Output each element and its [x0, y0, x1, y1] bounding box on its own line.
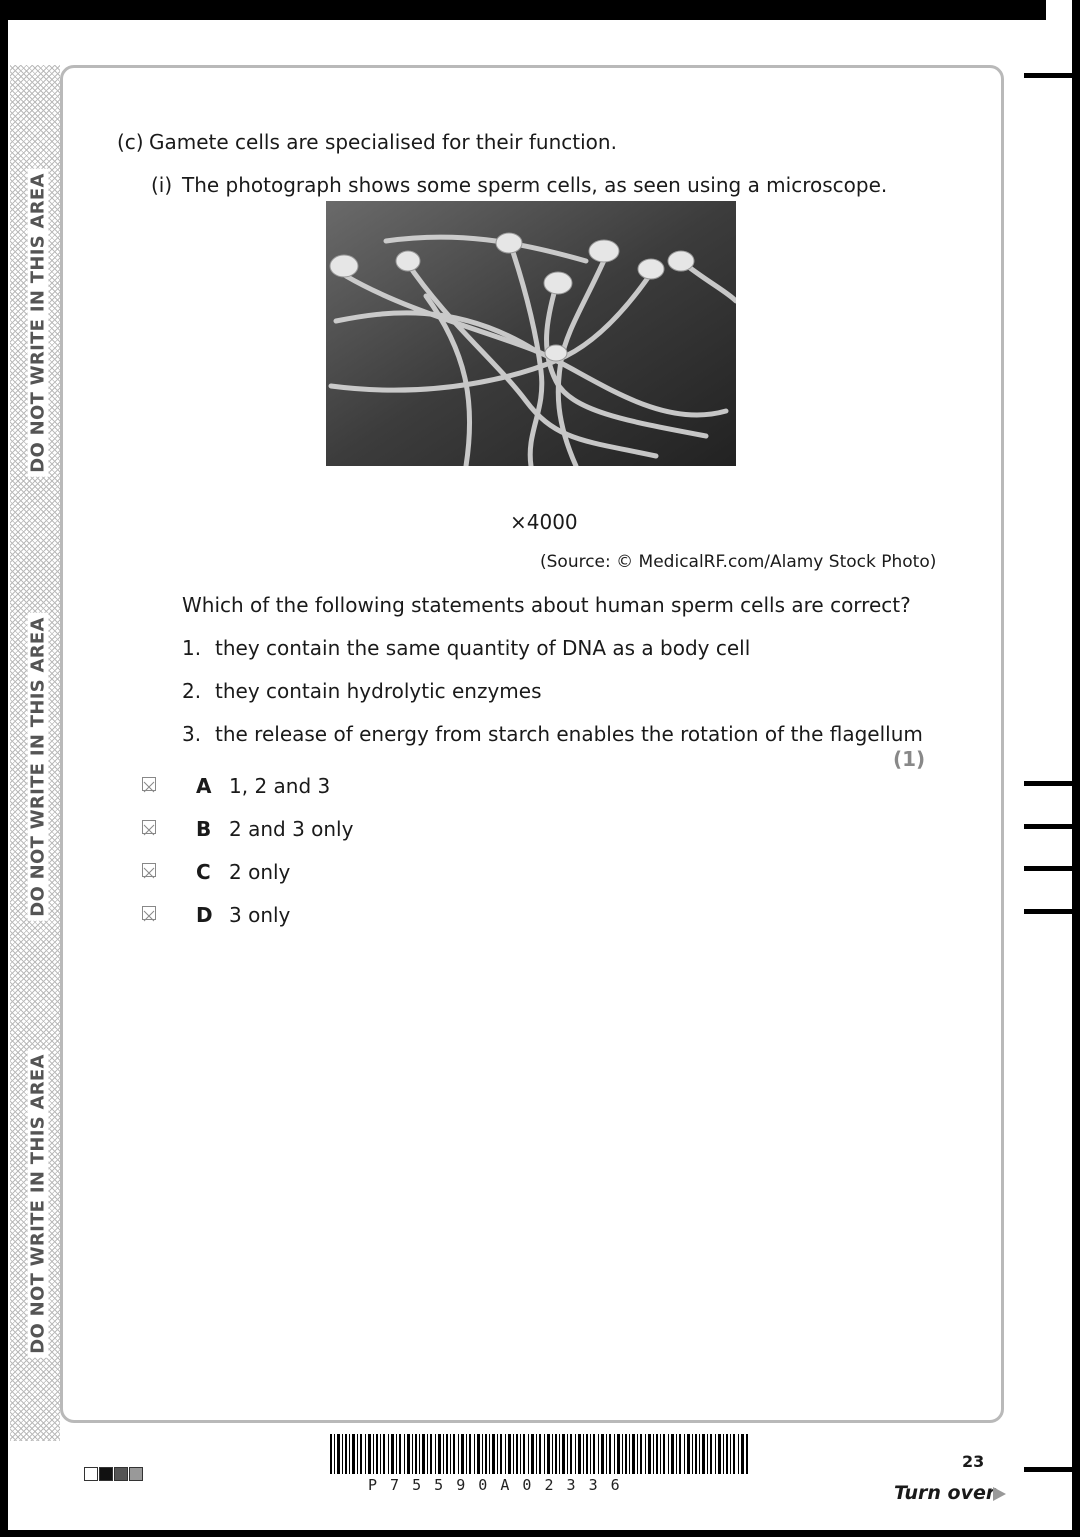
option-letter: A [196, 774, 212, 798]
statement-number: 2. [182, 679, 202, 703]
question-prompt: Which of the following statements about human sperm cells are correct? [182, 593, 911, 617]
answer-box-c[interactable] [142, 863, 156, 877]
registration-mark [1024, 824, 1072, 829]
part-text: Gamete cells are specialised for their function. [149, 130, 617, 154]
registration-mark [1024, 781, 1072, 786]
option-text: 2 and 3 only [229, 817, 354, 841]
statement-text: they contain hydrolytic enzymes [215, 679, 542, 703]
barcode-text: P 7 5 5 9 0 A 0 2 3 3 6 [368, 1476, 622, 1494]
margin-warning: DO NOT WRITE IN THIS AREA [28, 1050, 49, 1358]
sub-text: The photograph shows some sperm cells, as seen using a microscope. [182, 173, 888, 197]
page-corner [1046, 0, 1072, 20]
option-letter: C [196, 860, 211, 884]
registration-mark [1024, 73, 1072, 78]
margin-warning: DO NOT WRITE IN THIS AREA [28, 613, 49, 921]
sub-label: (i) [151, 173, 173, 197]
answer-box-a[interactable] [142, 777, 156, 791]
marks-allocation: (1) [893, 747, 926, 771]
page-number: 23 [962, 1452, 985, 1471]
registration-mark [1024, 909, 1072, 914]
statement-text: the release of energy from starch enables the rotation of the flagellum [215, 722, 923, 746]
magnification: ×4000 [510, 510, 578, 534]
option-letter: B [196, 817, 212, 841]
barcode [330, 1434, 748, 1498]
right-triangle-icon [993, 1487, 1006, 1501]
statement-number: 1. [182, 636, 202, 660]
registration-mark [1024, 1467, 1072, 1472]
answer-box-d[interactable] [142, 906, 156, 920]
answer-box-b[interactable] [142, 820, 156, 834]
margin-warning: DO NOT WRITE IN THIS AREA [28, 169, 49, 477]
registration-mark [1024, 866, 1072, 871]
option-letter: D [196, 903, 213, 927]
photo-source: (Source: © MedicalRF.com/Alamy Stock Photo) [540, 552, 937, 572]
part-label: (c) [117, 130, 144, 154]
option-text: 1, 2 and 3 [229, 774, 331, 798]
option-text: 2 only [229, 860, 291, 884]
statement-text: they contain the same quantity of DNA as a body cell [215, 636, 751, 660]
colour-swatches [84, 1466, 144, 1485]
option-text: 3 only [229, 903, 291, 927]
sperm-micrograph [326, 201, 736, 466]
turn-over-label: Turn over [894, 1482, 996, 1504]
statement-number: 3. [182, 722, 202, 746]
